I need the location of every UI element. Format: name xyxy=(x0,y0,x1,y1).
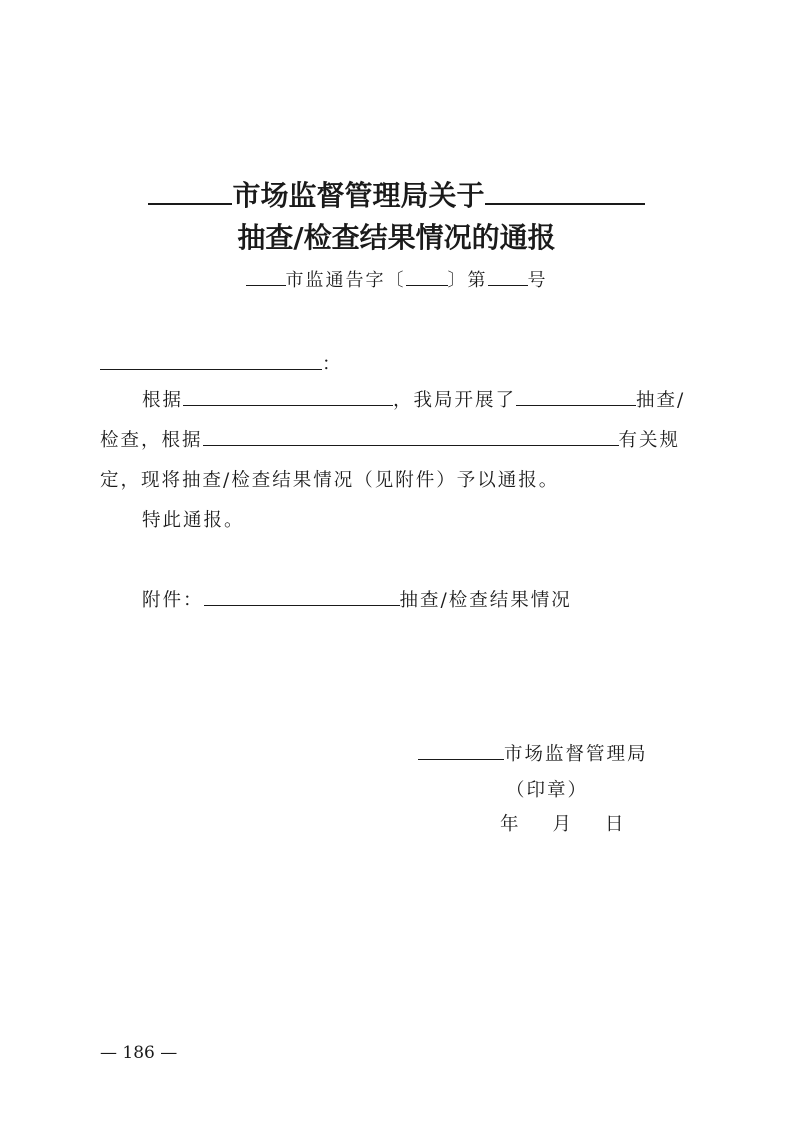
body-text-notification: 定，现将抽查/检查结果情况（见附件）予以通报。 xyxy=(100,470,560,491)
docno-text-3: 号 xyxy=(527,270,548,291)
docno-text-2: 〕第 xyxy=(447,270,488,291)
signature-org-text: 市场监督管理局 xyxy=(504,744,648,765)
closing-phrase: 特此通报。 xyxy=(142,510,245,531)
title-text-2: 抽查/检查结果情况的通报 xyxy=(237,221,556,254)
body-blank-basis[interactable] xyxy=(183,404,393,406)
signature-date xyxy=(500,810,626,836)
attachment-suffix: 抽查/检查结果情况 xyxy=(399,590,572,611)
title-line-1 xyxy=(0,174,793,214)
docno-blank-year[interactable] xyxy=(406,284,448,286)
body-blank-regulation[interactable] xyxy=(203,444,619,446)
docno-blank-number[interactable] xyxy=(488,284,528,286)
attachment-blank-item[interactable] xyxy=(204,604,400,606)
body-line-1 xyxy=(142,386,685,412)
docno-text-1: 市监通告字〔 xyxy=(285,270,406,291)
closing-text xyxy=(142,506,245,532)
attachment-line xyxy=(142,586,572,612)
date-year: 年 xyxy=(500,814,521,835)
body-text-spot-check: 抽查/ xyxy=(636,390,686,411)
docno-blank-prefix[interactable] xyxy=(246,284,286,286)
signature-org xyxy=(418,740,648,766)
body-text-relevant-rules: 有关规 xyxy=(618,430,681,451)
attachment-label: 附件： xyxy=(142,590,204,611)
document-number xyxy=(0,266,793,292)
title-line-2 xyxy=(0,216,793,256)
body-text-according-to: 根据 xyxy=(142,390,184,411)
body-text-inspection-according-to: 检查，根据 xyxy=(100,430,203,451)
title-blank-subject[interactable] xyxy=(485,202,645,205)
signature-seal xyxy=(506,776,588,802)
salutation-colon: ： xyxy=(322,354,343,375)
body-blank-item[interactable] xyxy=(516,404,636,406)
title-blank-org[interactable] xyxy=(148,202,232,205)
salutation-blank-recipient[interactable] xyxy=(100,368,322,370)
title-text-1: 市场监督管理局关于 xyxy=(232,179,485,212)
salutation xyxy=(100,350,343,376)
body-text-we-carried-out: ，我局开展了 xyxy=(393,390,517,411)
body-line-2 xyxy=(100,426,680,452)
signature-blank-org[interactable] xyxy=(418,758,504,760)
seal-label: （印章） xyxy=(506,780,589,801)
body-line-3 xyxy=(100,466,559,492)
date-month: 月 xyxy=(552,814,574,835)
date-day: 日 xyxy=(605,814,626,835)
page-number: — 186 — xyxy=(100,1043,178,1063)
